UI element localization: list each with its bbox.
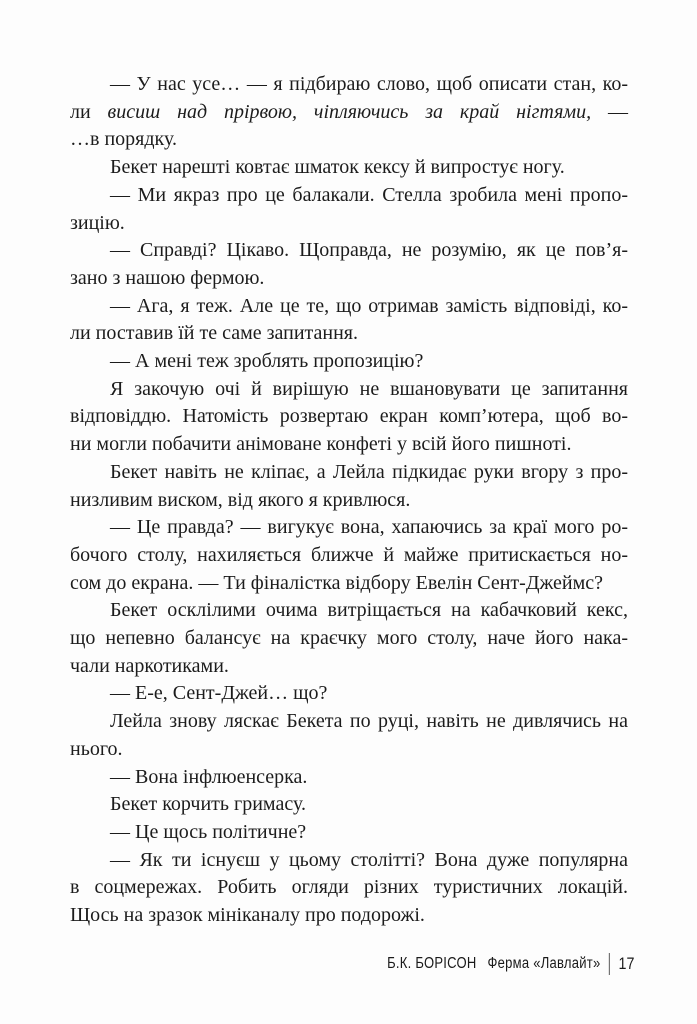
text-line: [70, 680, 628, 708]
text-line: [70, 874, 628, 902]
footer-divider: [608, 953, 609, 975]
text-run: нього.: [70, 737, 123, 760]
text-line: [70, 154, 628, 182]
text-run: ли: [70, 100, 108, 123]
text-line: [70, 487, 628, 515]
paragraph: [70, 680, 628, 708]
text-run: Я закочую очі й вирішую не вшановувати це запитання: [110, 377, 628, 400]
text-run: — У нас усе… — я підбираю слово, щоб описати стан, ко-: [110, 73, 628, 95]
text-run: Лейла знову ляскає Бекета по руці, навіть не дивлячись на: [110, 710, 628, 733]
paragraph: [70, 459, 628, 514]
text-line: [70, 653, 628, 681]
text-line: [70, 708, 628, 736]
text-run: — Справді? Цікаво. Щоправда, не розумію, як це пов’я-: [110, 239, 628, 262]
text-run: Бекет корчить гримасу.: [110, 793, 306, 816]
text-line: [70, 597, 628, 625]
text-line: [70, 902, 628, 930]
text-run: — Вона інфлюенсерка.: [110, 765, 308, 788]
text-line: [70, 71, 628, 99]
text-line: [70, 542, 628, 570]
paragraph: [70, 348, 628, 376]
text-line: [70, 265, 628, 293]
paragraph: [70, 293, 628, 348]
text-run: — Е-е, Сент-Джей… що?: [110, 682, 328, 705]
text-line: [70, 431, 628, 459]
text-run: …в порядку.: [70, 128, 177, 151]
text-line: [70, 99, 628, 127]
text-line: [70, 847, 628, 875]
text-run: бочого столу, нахиляється ближче й майже притискається но-: [70, 543, 628, 566]
text-run: що непевно балансує на краєчку мого столу, наче його нака-: [70, 627, 628, 650]
paragraph: [70, 791, 628, 819]
text-line: [70, 348, 628, 376]
text-run: — Як ти існуєш у цьому столітті? Вона дуже популярна: [110, 848, 628, 871]
text-run: ли поставив їй те саме запитання.: [70, 322, 359, 345]
text-run: — Це щось політичне?: [110, 820, 307, 843]
paragraph: [70, 708, 628, 763]
page-text: [70, 71, 628, 930]
text-line: [70, 736, 628, 764]
text-line: [70, 126, 628, 154]
text-run: — Ми якраз про це балакали. Стелла зробила мені пропо-: [110, 183, 628, 206]
text-run: Бекет осклілими очима витріщається на кабачковий кекс,: [110, 599, 628, 622]
text-run: низливим виском, від якого я кривлюся.: [70, 488, 411, 511]
paragraph: [70, 819, 628, 847]
text-run: в соцмережах. Робить огляди різних туристичних локацій.: [70, 876, 628, 899]
text-run: зано з нашою фермою.: [70, 266, 265, 289]
text-line: [70, 764, 628, 792]
paragraph: [70, 182, 628, 237]
text-run: — Це правда? — вигукує вона, хапаючись за краї мого ро-: [110, 516, 628, 539]
paragraph: [70, 514, 628, 597]
text-line: [70, 293, 628, 321]
text-line: [70, 459, 628, 487]
text-run: Щось на зразок мініканалу про подорожі.: [70, 904, 425, 927]
paragraph: [70, 847, 628, 930]
text-line: [70, 376, 628, 404]
text-run: — Ага, я теж. Але це те, що отримав замість відповіді, ко-: [110, 294, 628, 317]
text-run: ни могли побачити анімоване конфеті у всій його пишноті.: [70, 433, 572, 456]
footer-book-title: Ферма «Лавлайт»: [487, 955, 601, 972]
text-line: [70, 237, 628, 265]
paragraph: [70, 237, 628, 292]
text-line: [70, 819, 628, 847]
text-line: [70, 570, 628, 598]
footer-page-number: 17: [618, 954, 634, 973]
paragraph: [70, 71, 628, 154]
paragraph: [70, 154, 628, 182]
text-run: відповіддю. Натомість розвертаю екран комп’ютера, щоб во-: [70, 405, 628, 428]
text-line: [70, 791, 628, 819]
italic-text-run: висиш над прірвою, чіпляючись за край нігтями,: [107, 100, 592, 123]
text-run: зицію.: [70, 211, 125, 234]
text-line: [70, 514, 628, 542]
text-run: —: [591, 100, 628, 123]
text-line: [70, 625, 628, 653]
paragraph: [70, 597, 628, 680]
paragraph: [70, 764, 628, 792]
text-line: [70, 403, 628, 431]
page-footer: [387, 953, 634, 975]
text-line: [70, 210, 628, 238]
text-run: Бекет навіть не кліпає, а Лейла підкидає руки вгору з про-: [110, 460, 628, 483]
text-line: [70, 320, 628, 348]
text-line: [70, 182, 628, 210]
text-run: чали наркотиками.: [70, 654, 229, 677]
text-run: Бекет нарешті ковтає шматок кексу й випростує ногу.: [110, 156, 565, 179]
text-run: сом до екрана. — Ти фіналістка відбору Евелін Сент-Джеймс?: [70, 571, 604, 594]
text-run: — А мені теж зроблять пропозицію?: [110, 350, 424, 373]
footer-author: Б.К. БОРІСОН: [386, 955, 477, 972]
paragraph: [70, 376, 628, 459]
